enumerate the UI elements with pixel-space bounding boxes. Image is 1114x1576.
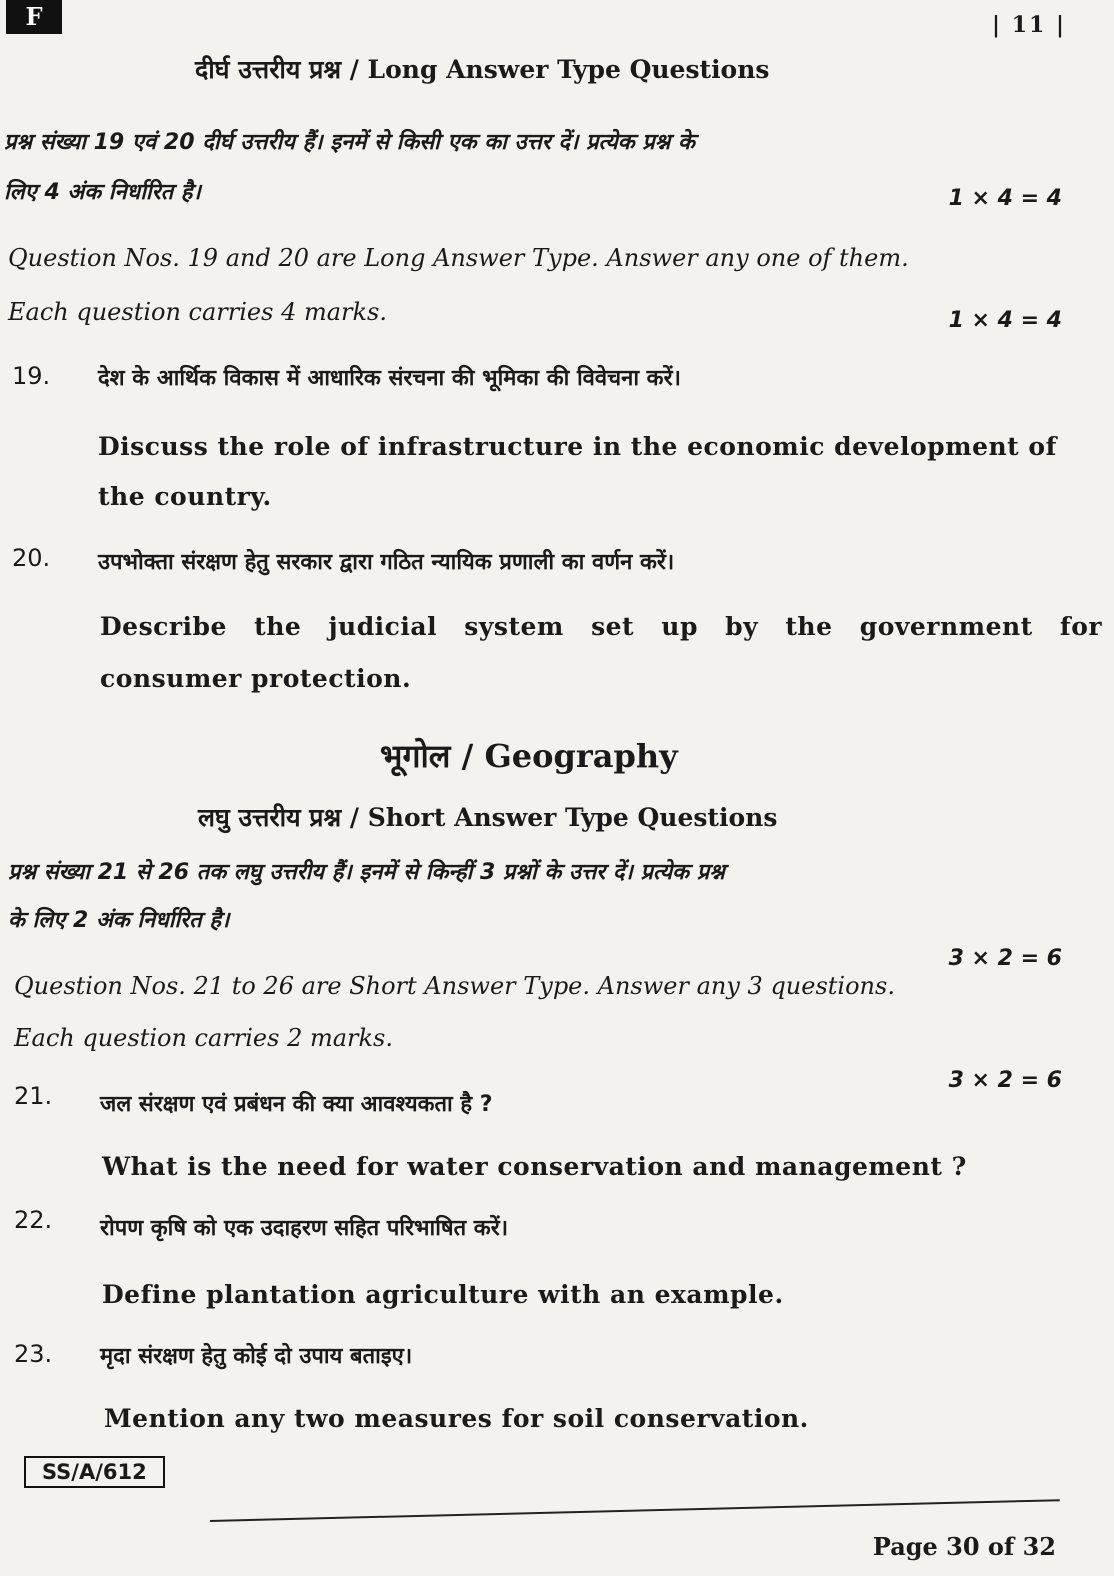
question-20-english-line1: Describe the judicial system set up by the government for [100, 612, 1103, 641]
long-instr-en-line1: Question Nos. 19 and 20 are Long Answer Type. Answer any one of them. [8, 244, 909, 272]
long-marks-en: 1 × 4 = 4 [948, 308, 1062, 333]
question-19-hindi: देश के आर्थिक विकास में आधारिक संरचना की भूमिका की विवेचना करें। [98, 366, 681, 391]
geo-marks-en: 3 × 2 = 6 [948, 1068, 1062, 1093]
question-19-english-line2: the country. [98, 482, 272, 511]
question-20-hindi: उपभोक्ता संरक्षण हेतु सरकार द्वारा गठित न्यायिक प्रणाली का वर्णन करें। [98, 550, 675, 575]
set-code-badge: F [6, 0, 62, 34]
question-23-english: Mention any two measures for soil conservation. [104, 1404, 809, 1433]
question-21-english: What is the need for water conservation and management ? [102, 1152, 967, 1181]
question-20-number: 20. [12, 544, 51, 572]
page-ref: | 11 | [992, 12, 1066, 38]
question-22-number: 22. [14, 1206, 53, 1234]
long-instr-hi-line1: प्रश्न संख्या 19 एवं 20 दीर्घ उत्तरीय हैं। इनमें से किसी एक का उत्तर दें। प्रत्येक प्रश्न के [4, 130, 695, 155]
long-instr-en-line2: Each question carries 4 marks. [8, 298, 387, 326]
question-19-number: 19. [12, 362, 51, 390]
geo-instr-hi-line1: प्रश्न संख्या 21 से 26 तक लघु उत्तरीय हैं। इनमें से किन्हीं 3 प्रश्नों के उत्तर दें। प्रत्येक प्रश्न [8, 860, 725, 885]
geo-instr-en-line1: Question Nos. 21 to 26 are Short Answer Type. Answer any 3 questions. [14, 972, 895, 1000]
long-marks-hi: 1 × 4 = 4 [948, 186, 1062, 211]
paper-code-box: SS/A/612 [24, 1456, 165, 1488]
question-21-number: 21. [14, 1082, 53, 1110]
question-22-hindi: रोपण कृषि को एक उदाहरण सहित परिभाषित करें। [100, 1216, 509, 1241]
geo-instr-hi-line2: के लिए 2 अंक निर्धारित है। [8, 908, 230, 933]
question-23-number: 23. [14, 1340, 53, 1368]
question-20-english-line2: consumer protection. [100, 664, 412, 693]
footer-rule [210, 1499, 1060, 1522]
geo-instr-en-line2: Each question carries 2 marks. [14, 1024, 393, 1052]
geo-marks-hi: 3 × 2 = 6 [948, 946, 1062, 971]
page-footer-label: Page 30 of 32 [872, 1532, 1056, 1561]
question-21-hindi: जल संरक्षण एवं प्रबंधन की क्या आवश्यकता है ? [100, 1092, 493, 1117]
long-section-title: दीर्घ उत्तरीय प्रश्न / Long Answer Type Questions [195, 55, 770, 84]
geography-subtitle: लघु उत्तरीय प्रश्न / Short Answer Type Questions [198, 803, 778, 832]
question-22-english: Define plantation agriculture with an example. [102, 1280, 784, 1309]
question-19-english-line1: Discuss the role of infrastructure in the economic development of [98, 432, 1057, 461]
long-instr-hi-line2: लिए 4 अंक निर्धारित है। [4, 180, 201, 205]
geography-title: भूगोल / Geography [380, 737, 678, 775]
question-23-hindi: मृदा संरक्षण हेतु कोई दो उपाय बताइए। [100, 1344, 413, 1369]
